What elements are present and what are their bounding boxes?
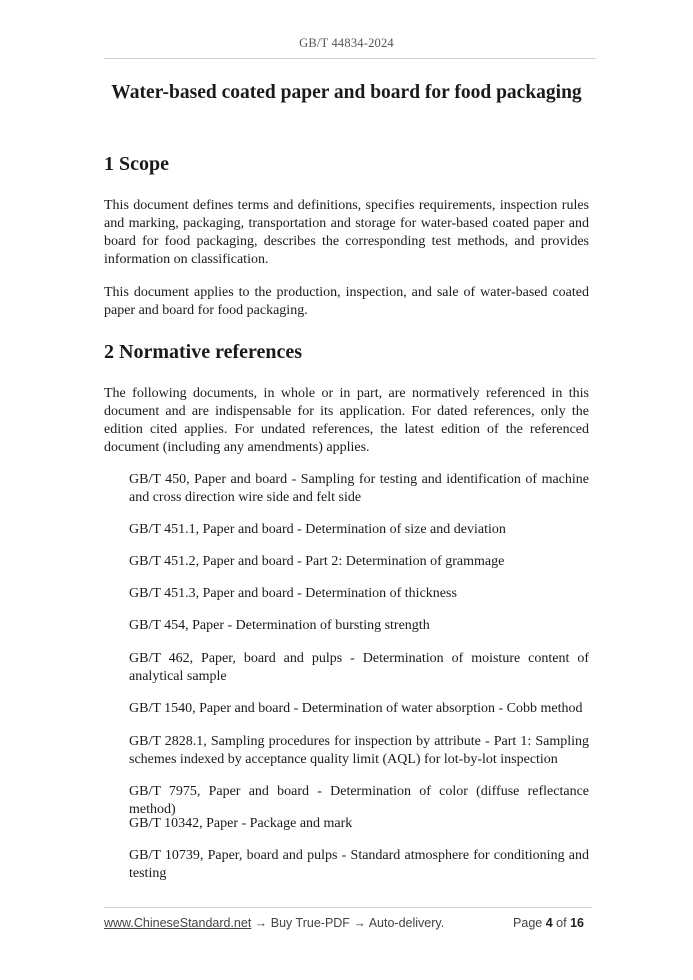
site-link[interactable]: www.ChineseStandard.net (104, 916, 252, 930)
page-indicator (513, 916, 584, 930)
header-divider (104, 58, 596, 59)
reference-item: GB/T 2828.1, Sampling procedures for inspection by attribute - Part 1: Sampling schemes indexed by acceptance quality limit (AQL) for lot-by-lot inspection (129, 734, 589, 767)
scope-paragraph: This document defines terms and definitions, specifies requirements, inspection rules and marking, packaging, transportation and storage for water-based coated paper and board for food packaging, describes the corresponding test methods, and provides information on classification. (104, 198, 589, 267)
header-code: GB/T 44834-2024 (299, 36, 394, 50)
page-current: 4 (545, 916, 553, 930)
section-heading-normative-references: 2 Normative references (104, 341, 303, 363)
scope-paragraph: This document applies to the production, inspection, and sale of water-based coated paper and board for food packaging. (104, 285, 589, 318)
footer-tagline: → Buy True-PDF → Auto-delivery. (251, 916, 445, 930)
footer-divider (104, 907, 592, 908)
reference-item: GB/T 454, Paper - Determination of bursting strength (129, 618, 430, 633)
page-label: Page (513, 916, 543, 930)
reference-item: GB/T 7975, Paper and board - Determination of color (diffuse reflectance method) (129, 784, 589, 817)
footer-promo (104, 916, 444, 930)
reference-item: GB/T 462, Paper, board and pulps - Determination of moisture content of analytical sample (129, 651, 589, 684)
reference-item: GB/T 451.2, Paper and board - Part 2: Determination of grammage (129, 554, 505, 569)
reference-item: GB/T 1540, Paper and board - Determination of water absorption - Cobb method (129, 701, 583, 716)
reference-item: GB/T 451.1, Paper and board - Determination of size and deviation (129, 522, 506, 537)
page-total: 16 (570, 916, 584, 930)
normative-intro-paragraph: The following documents, in whole or in part, are normatively referenced in this document and are indispensable for its application. For dated references, only the edition cited applies. For undated references, the latest edition of the referenced document (including any amendments) applies. (104, 386, 589, 455)
page-of-label: of (556, 916, 567, 930)
document-title: Water-based coated paper and board for food packaging (111, 82, 582, 103)
reference-item: GB/T 451.3, Paper and board - Determination of thickness (129, 586, 457, 601)
section-heading-scope: 1 Scope (104, 153, 169, 175)
reference-item: GB/T 450, Paper and board - Sampling for testing and identification of machine and cross direction wire side and felt side (129, 472, 589, 505)
reference-item: GB/T 10342, Paper - Package and mark (129, 816, 353, 831)
reference-item: GB/T 10739, Paper, board and pulps - Standard atmosphere for conditioning and testing (129, 848, 589, 881)
